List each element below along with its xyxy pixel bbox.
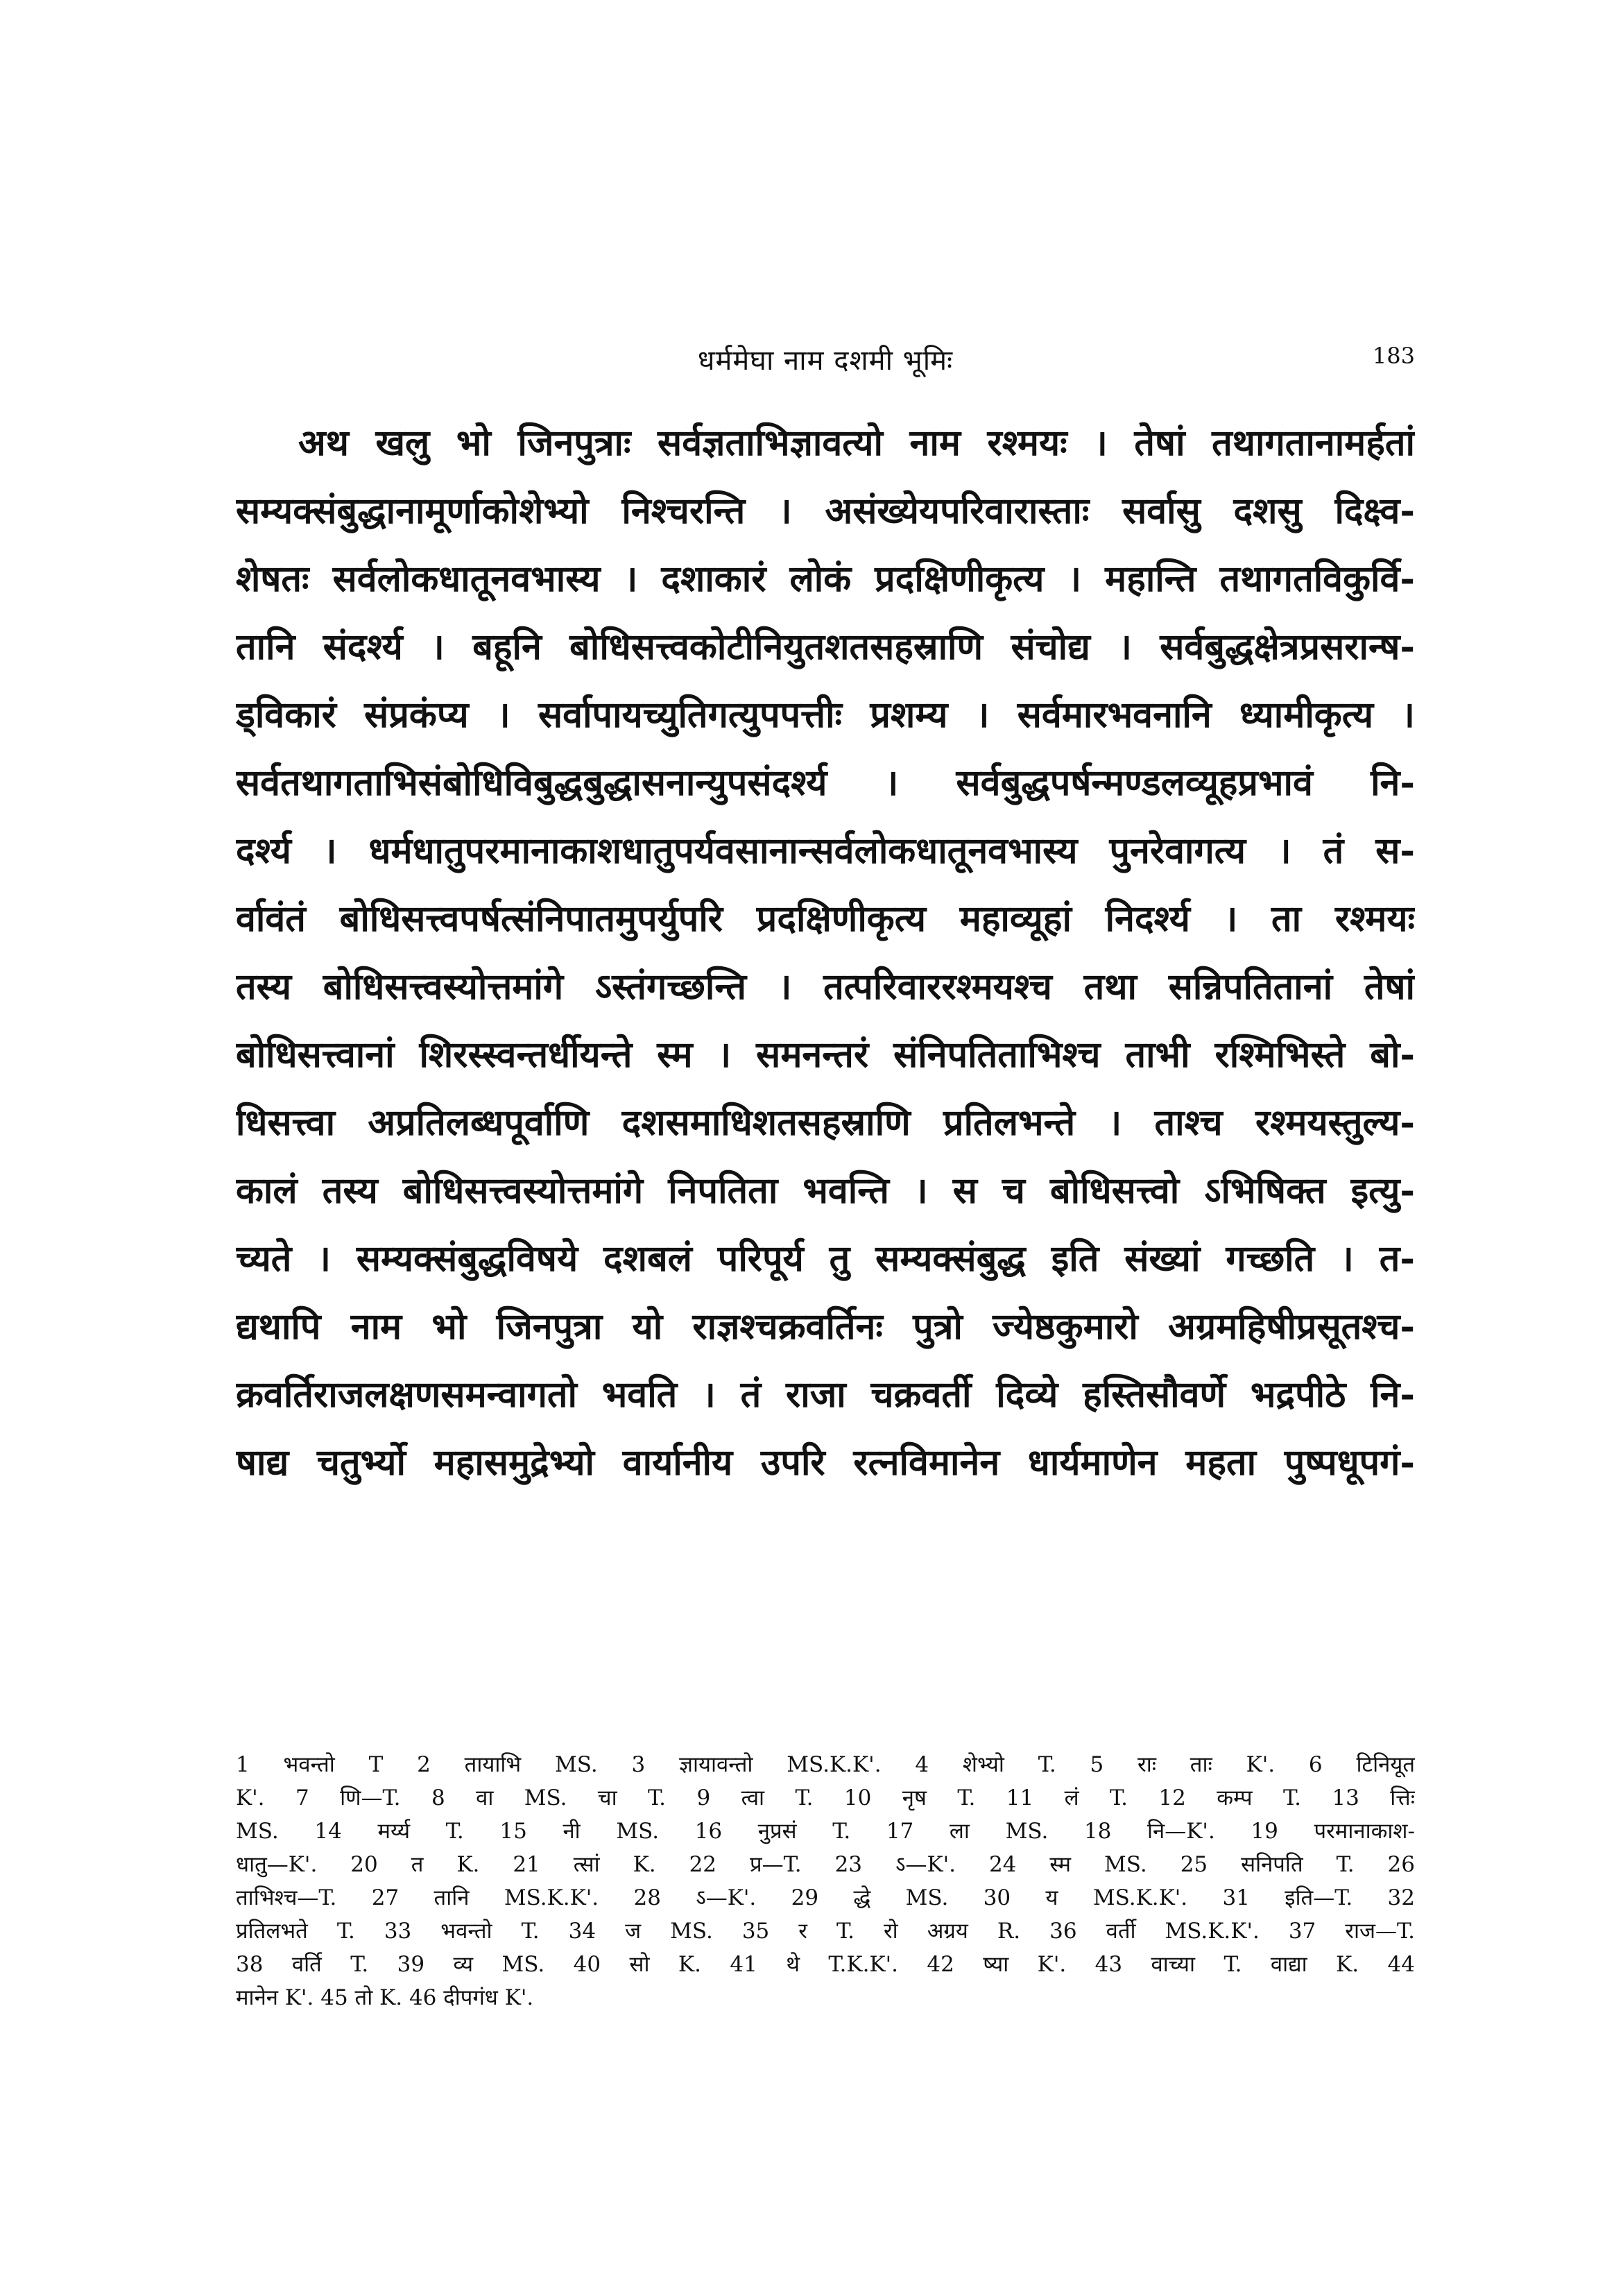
footnote-line: MS. 14 मर्य्य T. 15 नी MS. 16 नुप्रसं T. 17 ला MS. 18 नि—K'. 19 परमानाकाश- bbox=[236, 1819, 1415, 1844]
text-line: षाद्य चतुर्भ्यो महासमुद्रेभ्यो वार्यानीय उपरि रत्नविमानेन धार्यमाणेन महता पुष्पधूपगं- bbox=[236, 1441, 1415, 1484]
text-line: धिसत्त्वा अप्रतिलब्धपूर्वाणि दशसमाधिशतसहस्राणि प्रतिलभन्ते । ताश्च रश्मयस्तुल्य- bbox=[236, 1102, 1415, 1144]
footnotes-block bbox=[236, 1748, 1415, 2014]
main-text-block bbox=[236, 409, 1415, 1497]
text-line: द्यथापि नाम भो जिनपुत्रा यो राज्ञश्चक्रवर्तिनः पुत्रो ज्येष्ठकुमारो अग्रमहिषीप्रसूतश्च- bbox=[236, 1305, 1415, 1348]
footnote-line: प्रतिलभते T. 33 भवन्तो T. 34 ज MS. 35 र T. रो अग्रय R. 36 वर्ती MS.K.K'. 37 राज—T. bbox=[236, 1919, 1415, 1944]
text-line: अथ खलु भो जिनपुत्राः सर्वज्ञताभिज्ञावत्यो नाम रश्मयः । तेषां तथागतानामर्हतां bbox=[298, 422, 1415, 464]
text-line: च्यते । सम्यक्संबुद्धविषये दशबलं परिपूर्य तु सम्यक्संबुद्ध इति संख्यां गच्छति । त- bbox=[236, 1237, 1415, 1280]
text-line: दर्श्य । धर्मधातुपरमानाकाशधातुपर्यवसानान्सर्वलोकधातूनवभास्य पुनरेवागत्य । तं स- bbox=[236, 830, 1415, 872]
text-line: तस्य बोधिसत्त्वस्योत्तमांगे ऽस्तंगच्छन्ति । तत्परिवाररश्मयश्च तथा सन्निपतितानां तेषां bbox=[236, 966, 1415, 1008]
page-header bbox=[236, 340, 1415, 388]
text-line: कालं तस्य बोधिसत्त्वस्योत्तमांगे निपतिता भवन्ति । स च बोधिसत्त्वो ऽभिषिक्त इत्यु- bbox=[236, 1170, 1415, 1212]
text-line: क्रवर्तिराजलक्षणसमन्वागतो भवति । तं राजा चक्रवर्ती दिव्ये हस्तिसौवर्णे भद्रपीठे नि- bbox=[236, 1373, 1415, 1416]
footnote-line: मानेन K'. 45 तो K. 46 दीपगंध K'. bbox=[236, 1985, 534, 2010]
footnote-line: 1 भवन्तो T 2 तायाभि MS. 3 ज्ञायावन्तो MS.K.K'. 4 शेभ्यो T. 5 राः ताः K'. 6 टिनियूत bbox=[236, 1752, 1415, 1777]
text-line: सम्यक्संबुद्धानामूर्णाकोशेभ्यो निश्चरन्ति । असंख्येयपरिवारास्ताः सर्वासु दशसु दिक्ष्व- bbox=[236, 490, 1415, 532]
text-line: सर्वतथागताभिसंबोधिविबुद्धबुद्धासनान्युपसंदर्श्य । सर्वबुद्धपर्षन्मण्डलव्यूहप्रभावं नि- bbox=[236, 762, 1415, 804]
footnote-line: 38 वर्ति T. 39 व्य MS. 40 सो K. 41 थे T.K.K'. 42 ष्या K'. 43 वाच्या T. वाद्या K. 44 bbox=[236, 1952, 1415, 1977]
text-line: बोधिसत्त्वानां शिरस्स्वन्तर्धीयन्ते स्म । समनन्तरं संनिपतिताभिश्च ताभी रश्मिभिस्ते बो- bbox=[236, 1034, 1415, 1076]
text-line: तानि संदर्श्य । बहूनि बोधिसत्त्वकोटीनियुतशतसहस्राणि संचोद्य । सर्वबुद्धक्षेत्रप्रसरान्ष- bbox=[236, 626, 1415, 668]
running-title: धर्ममेघा नाम दशमी भूमिः bbox=[697, 345, 954, 377]
text-line: शेषतः सर्वलोकधातूनवभास्य । दशाकारं लोकं प्रदक्षिणीकृत्य । महान्ति तथागतविकुर्वि- bbox=[236, 558, 1415, 600]
text-line: ड्विकारं संप्रकंप्य । सर्वापायच्युतिगत्युपपत्तीः प्रशम्य । सर्वमारभवनानि ध्यामीकृत्य । bbox=[236, 694, 1415, 736]
footnote-line: K'. 7 णि—T. 8 वा MS. चा T. 9 त्वा T. 10 नृष T. 11 लं T. 12 कम्प T. 13 त्तिः bbox=[236, 1785, 1415, 1810]
text-line: र्वावंतं बोधिसत्त्वपर्षत्संनिपातमुपर्युपरि प्रदक्षिणीकृत्य महाव्यूहां निदर्श्य । ता रश्मयः bbox=[236, 898, 1415, 940]
footnote-line: ताभिश्च—T. 27 तानि MS.K.K'. 28 ऽ—K'. 29 द्धे MS. 30 य MS.K.K'. 31 इति—T. 32 bbox=[236, 1885, 1415, 1910]
page-number: 183 bbox=[1372, 343, 1415, 369]
footnote-line: धातु—K'. 20 त K. 21 त्सां K. 22 प्र—T. 23 ऽ—K'. 24 स्म MS. 25 सनिपति T. 26 bbox=[236, 1852, 1415, 1877]
